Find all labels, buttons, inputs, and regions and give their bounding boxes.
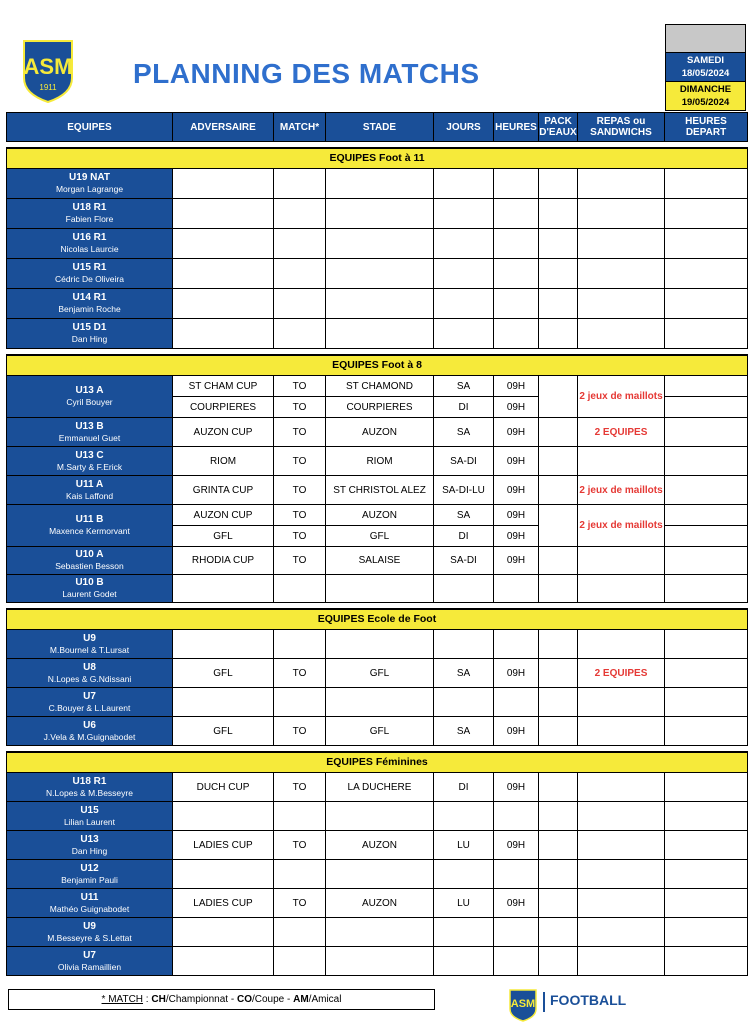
match-cell: TO: [274, 889, 326, 918]
team-cell: [7, 259, 173, 289]
team-cell: [7, 860, 173, 889]
adversaire-cell: DUCH CUP: [173, 773, 274, 802]
date-sunday: [666, 82, 745, 110]
heures-cell: 09H: [494, 659, 539, 688]
team-name: U7: [83, 690, 96, 702]
heures-cell: 09H: [494, 418, 539, 447]
club-logo: [21, 38, 75, 104]
jours-cell: SA: [434, 418, 494, 447]
table-row: [7, 773, 748, 802]
team-name: U9: [83, 632, 96, 644]
team-coach: M.Besseyre & S.Lettat: [47, 932, 132, 943]
section-header: [7, 752, 748, 773]
table-row: [7, 860, 748, 889]
section-ecole: EQUIPES Ecole de Foot: [7, 609, 748, 630]
col-pack-eaux: PACK D'EAUX: [539, 113, 578, 142]
team-coach: Olivia Ramaillien: [57, 961, 122, 972]
heures-cell: 09H: [494, 889, 539, 918]
stade-cell: GFL: [326, 717, 434, 746]
jours-cell: SA: [434, 376, 494, 397]
table-row: [7, 947, 748, 976]
stade-cell: AUZON: [326, 505, 434, 526]
team-cell: [7, 889, 173, 918]
section-header: [7, 148, 748, 169]
svg-text:ASM: ASM: [510, 998, 536, 1010]
repas-note: 2 EQUIPES: [578, 418, 665, 447]
table-row: [7, 229, 748, 259]
team-coach: Lilian Laurent: [63, 816, 116, 827]
table-row: [7, 918, 748, 947]
jours-cell: SA: [434, 659, 494, 688]
table-row: [7, 831, 748, 860]
match-cell: TO: [274, 376, 326, 397]
table-row: [7, 505, 748, 526]
table-row: [7, 259, 748, 289]
date2-day: DIMANCHE: [679, 84, 732, 95]
adversaire-cell: RIOM: [173, 447, 274, 476]
team-name: U8: [83, 661, 96, 673]
stade-cell: RIOM: [326, 447, 434, 476]
jours-cell: SA: [434, 505, 494, 526]
legend-co-label: /Coupe -: [251, 994, 294, 1005]
heures-cell: 09H: [494, 526, 539, 547]
stade-cell: AUZON: [326, 418, 434, 447]
planning-table: [6, 112, 748, 976]
heures-cell: 09H: [494, 447, 539, 476]
team-cell: [7, 447, 173, 476]
team-name: U13 B: [75, 420, 104, 432]
table-row: [7, 547, 748, 575]
team-coach: Morgan Lagrange: [55, 184, 124, 194]
table-row: [7, 169, 748, 199]
table-row: [7, 476, 748, 505]
team-name: U13: [80, 833, 99, 845]
team-name: U18 R1: [72, 202, 107, 213]
legend-prefix: * MATCH: [101, 994, 144, 1005]
team-cell: [7, 688, 173, 717]
date-box-header: [666, 25, 745, 53]
team-coach: Mathéo Guignabodet: [49, 903, 130, 914]
legend-am: AM: [293, 994, 309, 1005]
legend-ch: CH: [151, 994, 166, 1005]
adversaire-cell: AUZON CUP: [173, 418, 274, 447]
stade-cell: ST CHAMOND: [326, 376, 434, 397]
table-row: [7, 575, 748, 603]
team-coach: J.Vela & M.Guignabodet: [43, 731, 136, 742]
team-coach: N.Lopes & G.Ndissani: [47, 673, 132, 684]
team-coach: Dan Hing: [71, 334, 108, 344]
col-jours: JOURS: [434, 113, 494, 142]
team-cell: [7, 918, 173, 947]
col-match: MATCH*: [274, 113, 326, 142]
heures-cell: 09H: [494, 397, 539, 418]
jours-cell: DI: [434, 773, 494, 802]
stade-cell: COURPIERES: [326, 397, 434, 418]
section-feminines: EQUIPES Féminines: [7, 752, 748, 773]
table-row: [7, 802, 748, 831]
team-cell: [7, 229, 173, 259]
match-cell: TO: [274, 547, 326, 575]
heures-cell: 09H: [494, 717, 539, 746]
table-row: [7, 659, 748, 688]
adversaire-cell: LADIES CUP: [173, 889, 274, 918]
team-cell: [7, 575, 173, 603]
match-cell: TO: [274, 526, 326, 547]
adversaire-cell: RHODIA CUP: [173, 547, 274, 575]
table-row: [7, 717, 748, 746]
adversaire-cell: GFL: [173, 659, 274, 688]
jours-cell: SA-DI-LU: [434, 476, 494, 505]
adversaire-cell: GFL: [173, 717, 274, 746]
date1-day: SAMEDI: [687, 55, 724, 66]
match-cell: TO: [274, 447, 326, 476]
date2-value: 19/05/2024: [681, 97, 730, 108]
jours-cell: SA: [434, 717, 494, 746]
date-box: [665, 24, 746, 111]
team-name: U6: [83, 719, 96, 731]
table-row: [7, 889, 748, 918]
adversaire-cell: GRINTA CUP: [173, 476, 274, 505]
team-name: U15 D1: [72, 322, 107, 333]
team-cell: [7, 476, 173, 505]
date-saturday: [666, 53, 745, 82]
stade-cell: GFL: [326, 526, 434, 547]
col-heures: HEURES: [494, 113, 539, 142]
team-coach: Benjamin Pauli: [61, 874, 118, 885]
match-legend: [8, 989, 435, 1010]
team-cell: [7, 630, 173, 659]
team-cell: [7, 418, 173, 447]
section-header: [7, 355, 748, 376]
team-cell: [7, 319, 173, 349]
svg-text:ASM: ASM: [23, 54, 73, 79]
svg-text:1911: 1911: [39, 83, 57, 92]
match-cell: TO: [274, 418, 326, 447]
team-name: U13 A: [75, 385, 104, 396]
col-equipes: EQUIPES: [7, 113, 173, 142]
team-cell: [7, 947, 173, 976]
team-name: U11 B: [75, 514, 104, 525]
repas-note: 2 jeux de maillots: [578, 476, 665, 505]
team-cell: [7, 169, 173, 199]
team-name: U16 R1: [72, 232, 107, 243]
team-coach: Laurent Godet: [62, 589, 117, 599]
repas-note: 2 jeux de maillots: [578, 376, 665, 418]
section-foot11: EQUIPES Foot à 11: [7, 148, 748, 169]
team-name: U9: [83, 920, 96, 932]
header-row: [7, 113, 748, 142]
team-name: U13 C: [75, 449, 104, 461]
jours-cell: DI: [434, 397, 494, 418]
footer-club-logo: [508, 988, 538, 1022]
repas-note: 2 EQUIPES: [578, 659, 665, 688]
repas-note: 2 jeux de maillots: [578, 505, 665, 547]
match-cell: TO: [274, 831, 326, 860]
col-repas: REPAS ou SANDWICHS: [578, 113, 665, 142]
stade-cell: ST CHRISTOL ALEZ: [326, 476, 434, 505]
legend-ch-label: /Championnat -: [165, 994, 237, 1005]
legend-am-label: /Amical: [308, 994, 342, 1005]
team-name: U18 R1: [72, 775, 107, 787]
footer-divider: [543, 992, 545, 1012]
heures-cell: 09H: [494, 547, 539, 575]
section-foot8: EQUIPES Foot à 8: [7, 355, 748, 376]
match-cell: TO: [274, 397, 326, 418]
adversaire-cell: ST CHAM CUP: [173, 376, 274, 397]
match-cell: TO: [274, 717, 326, 746]
table-row: [7, 630, 748, 659]
team-coach: Dan Hing: [71, 845, 108, 856]
table-row: [7, 447, 748, 476]
date1-value: 18/05/2024: [681, 68, 730, 79]
legend-co: CO: [236, 994, 252, 1005]
adversaire-cell: GFL: [173, 526, 274, 547]
team-coach: Emmanuel Guet: [58, 432, 121, 443]
team-name: U10 B: [75, 577, 104, 588]
team-coach: M.Sarty & F.Erick: [56, 461, 123, 472]
col-stade: STADE: [326, 113, 434, 142]
team-cell: [7, 773, 173, 802]
team-cell: [7, 659, 173, 688]
footer-brand: FOOTBALL: [550, 992, 627, 1008]
heures-cell: 09H: [494, 476, 539, 505]
team-name: U11: [80, 891, 99, 903]
adversaire-cell: LADIES CUP: [173, 831, 274, 860]
heures-cell: 09H: [494, 831, 539, 860]
team-coach: N.Lopes & M.Besseyre: [46, 787, 133, 798]
match-cell: TO: [274, 659, 326, 688]
stade-cell: LA DUCHERE: [326, 773, 434, 802]
team-cell: [7, 289, 173, 319]
team-coach: Cédric De Oliveira: [55, 274, 124, 284]
adversaire-cell: COURPIERES: [173, 397, 274, 418]
team-name: U15: [80, 804, 99, 816]
match-cell: TO: [274, 773, 326, 802]
team-coach: C.Bouyer & L.Laurent: [48, 702, 131, 713]
team-cell: [7, 831, 173, 860]
heures-cell: 09H: [494, 376, 539, 397]
col-heures-depart: HEURES DEPART: [665, 113, 748, 142]
team-name: U7: [83, 949, 96, 961]
section-header: [7, 609, 748, 630]
stade-cell: AUZON: [326, 831, 434, 860]
table-row: [7, 319, 748, 349]
jours-cell: LU: [434, 889, 494, 918]
team-cell: [7, 199, 173, 229]
stade-cell: AUZON: [326, 889, 434, 918]
team-coach: Cyril Bouyer: [66, 397, 113, 407]
page-title: PLANNING DES MATCHS: [133, 58, 480, 89]
legend-sep: :: [143, 994, 152, 1005]
team-coach: Benjamin Roche: [58, 304, 121, 314]
jours-cell: DI: [434, 526, 494, 547]
team-cell: [7, 717, 173, 746]
jours-cell: SA-DI: [434, 547, 494, 575]
team-name: U11 A: [75, 478, 104, 490]
team-name: U19 NAT: [69, 172, 110, 183]
stade-cell: SALAISE: [326, 547, 434, 575]
team-coach: Nicolas Laurcie: [60, 244, 119, 254]
team-cell: [7, 802, 173, 831]
table-row: [7, 688, 748, 717]
jours-cell: LU: [434, 831, 494, 860]
team-coach: Sebastien Besson: [55, 561, 124, 571]
table-row: [7, 376, 748, 397]
table-row: [7, 418, 748, 447]
team-name: U10 A: [75, 549, 104, 560]
team-coach: M.Bournel & T.Lursat: [49, 644, 130, 655]
team-name: U14 R1: [72, 292, 107, 303]
team-coach: Fabien Flore: [65, 214, 114, 224]
team-coach: Kais Laffond: [65, 490, 114, 501]
col-adversaire: ADVERSAIRE: [173, 113, 274, 142]
jours-cell: SA-DI: [434, 447, 494, 476]
team-name: U15 R1: [72, 262, 107, 273]
team-coach: Maxence Kermorvant: [49, 526, 130, 536]
heures-cell: 09H: [494, 505, 539, 526]
team-cell: [7, 547, 173, 575]
match-cell: TO: [274, 505, 326, 526]
table-row: [7, 199, 748, 229]
table-row: [7, 289, 748, 319]
team-name: U12: [80, 862, 99, 874]
team-cell: [7, 376, 173, 418]
adversaire-cell: AUZON CUP: [173, 505, 274, 526]
team-cell: [7, 505, 173, 547]
heures-cell: 09H: [494, 773, 539, 802]
match-cell: TO: [274, 476, 326, 505]
stade-cell: GFL: [326, 659, 434, 688]
